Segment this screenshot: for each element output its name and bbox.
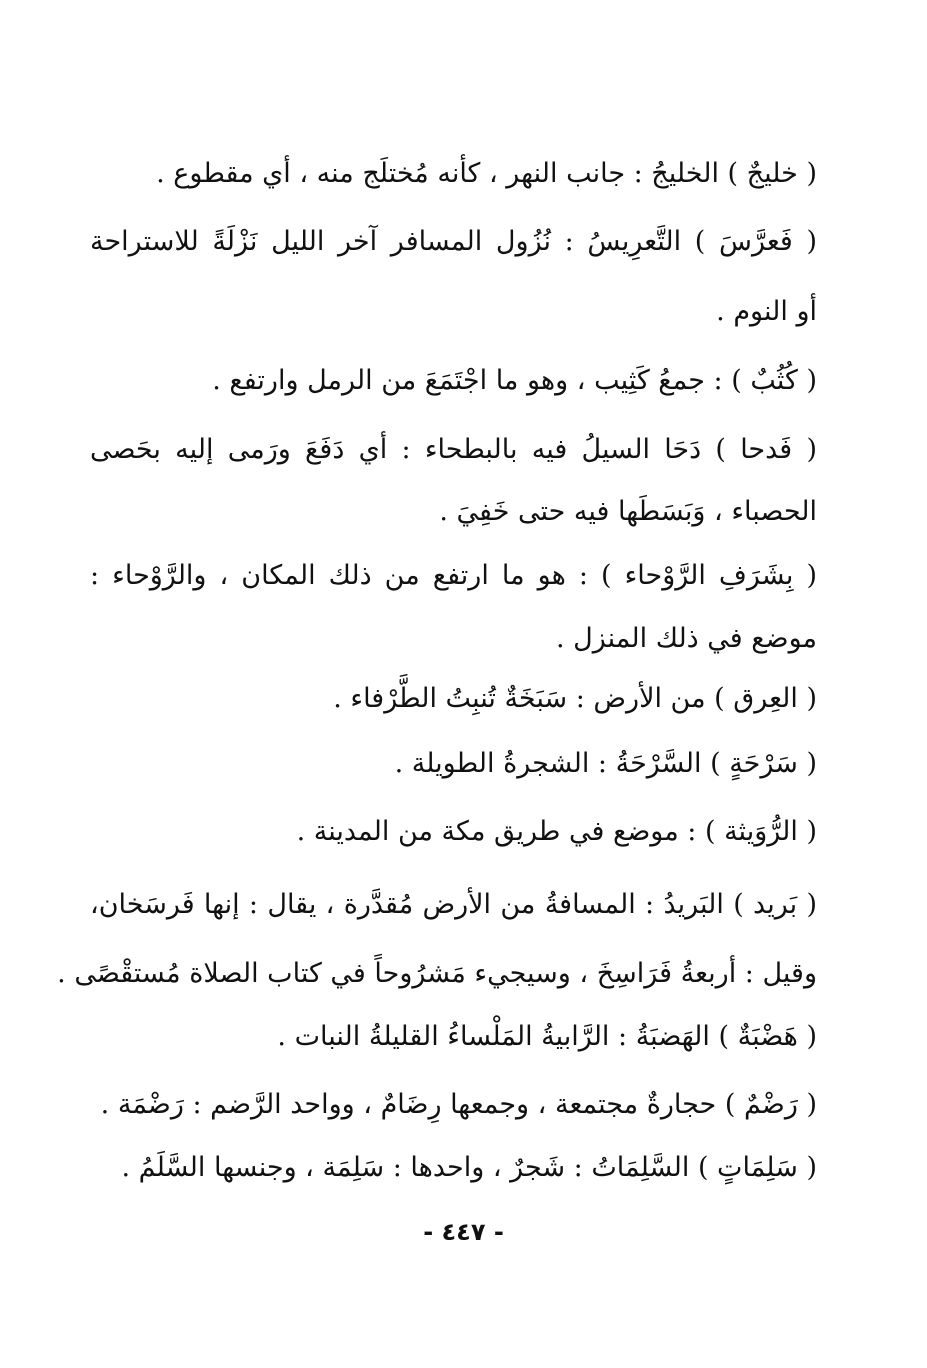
entry-radm: ( رَضْمٌ ) حجارةٌ مجتمعة ، وجمعها رِضَامٌ ، وواحد الرَّضم : رَضْمَة . (100, 1089, 817, 1120)
page-number: - ٤٤٧ - (423, 1218, 504, 1246)
entry-sarha: ( سَرْحَةٍ ) السَّرْحَةُ : الشجرةُ الطويلة . (394, 748, 817, 779)
entry-khalij: ( خليجٌ ) الخليجُ : جانب النهر ، كأنه مُختلَج منه ، أي مقطوع . (156, 158, 817, 189)
entry-barid: ( بَريد ) البَريدُ : المسافةُ من الأرض مُقدَّرة ، يقال : إنها فَرسَخان، (90, 889, 817, 920)
entry-sharaf-rawha-continued: موضع في ذلك المنزل . (555, 623, 817, 654)
entry-barid-continued: وقيل : أربعةُ فَرَاسِخَ ، وسيجيء مَشرُوحاً في كتاب الصلاة مُستقْصًى . (57, 958, 817, 989)
entry-faarrasa-continued: أو النوم . (716, 296, 817, 327)
entry-irq: ( العِرق ) من الأرض : سَبَخَةٌ تُنبِتُ الطَّرْفاء . (333, 683, 817, 714)
entry-fadaha-continued: الحصباء ، وَبَسَطَها فيه حتى خَفِيَ . (439, 496, 817, 527)
entry-fadaha: ( فَدحا ) دَحَا السيلُ فيه بالبطحاء : أي دَفَعَ ورَمى إليه بحَصى (90, 434, 817, 465)
entry-ruwaytha: ( الرُّوَيثة ) : موضع في طريق مكة من المدينة . (296, 816, 817, 847)
entry-sharaf-rawha: ( بِشَرَفِ الرَّوْحاء ) : هو ما ارتفع من ذلك المكان ، والرَّوْحاء : (90, 560, 817, 591)
entry-hadba: ( هَضْبَةٌ ) الهَضبَةُ : الرَّابيةُ المَلْساءُ القليلةُ النبات . (277, 1021, 817, 1052)
entry-salimat: ( سَلِمَاتٍ ) السَّلِمَاتُ : شَجرٌ ، واحدها : سَلِمَة ، وجنسها السَّلَمُ . (121, 1152, 817, 1183)
entry-kuthub: ( كُثُبٌ ) : جمعُ كَثِيب ، وهو ما اجْتَمَعَ من الرمل وارتفع . (212, 365, 817, 396)
entry-faarrasa: ( فَعرَّسَ ) التَّعرِيسُ : نُزُول المسافر آخر الليل نَزْلَةً للاستراحة (90, 226, 817, 257)
